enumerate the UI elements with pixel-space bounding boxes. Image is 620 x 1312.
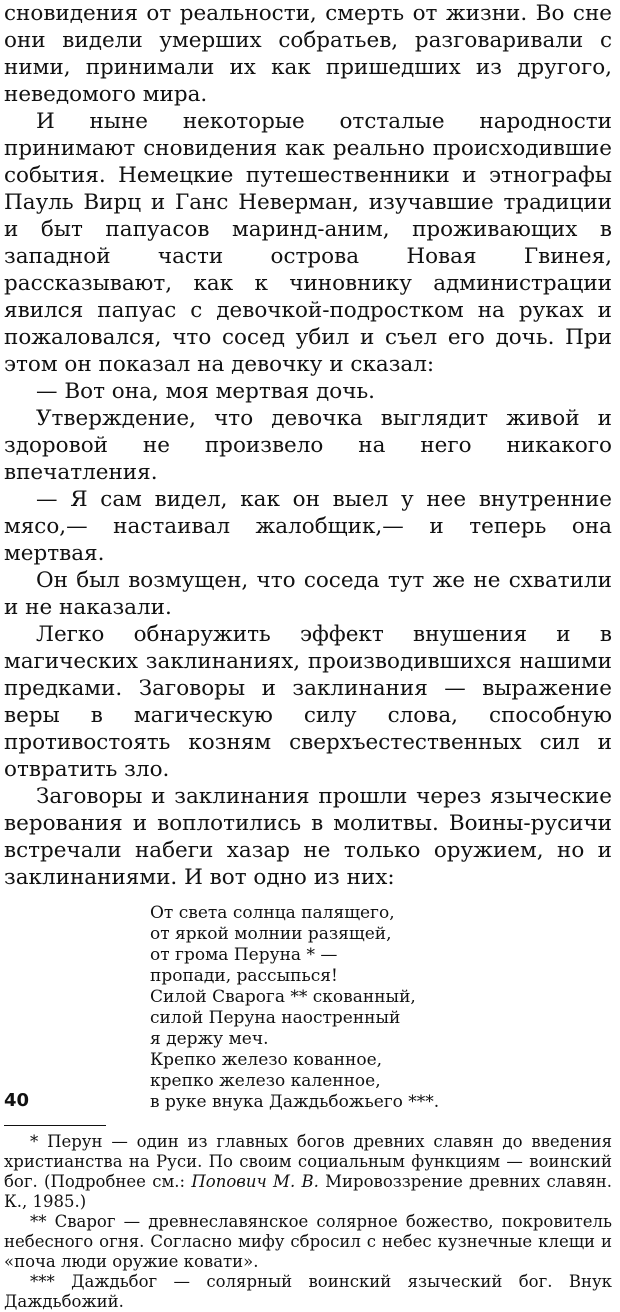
poem-line: Силой Сварога ** скованный, (150, 987, 416, 1007)
paragraph-2: И ныне некоторые отсталые народности принимают сновидения как реально происходившие события. Немецкие путешественники и этнографы Пауль Вирц и Ганс Неверман, изучавшие традиции и быт папуасов маринд-аним, проживающих в западной части острова Новая Гвинея, рассказывают, как к чиновнику администрации явился папуас с девочкой-подростком на руках и пожаловался, что сосед убил и съел его дочь. При этом он показал на девочку и сказал: (4, 109, 612, 377)
footnote-divider (4, 1125, 106, 1126)
poem-line: силой Перуна наостренный (150, 1008, 401, 1028)
poem-line: от грома Перуна * — (150, 945, 338, 965)
book-page (4, 0, 612, 1312)
paragraph-4: Утверждение, что девочка выглядит живой и здоровой не произвело на него никакого впечатления. (4, 406, 612, 485)
poem-line: пропади, рассыпься! (150, 966, 338, 986)
poem-line: крепко железо каленное, (150, 1071, 381, 1091)
poem-line: в руке внука Даждьбожьего ***. (150, 1092, 440, 1112)
paragraph-6: Он был возмущен, что соседа тут же не схватили и не наказали. (4, 568, 612, 620)
footnote-svarog: ** Сварог — древнеславянское солярное божество, покровитель небесного огня. Согласно мифу сбросил с небес кузнечные клещи и «поча люди оружие ковати». (4, 1212, 612, 1271)
page-number: 40 (4, 1090, 30, 1111)
footnote-dazhdbog: *** Даждьбог — солярный воинский языческий бог. Внук Даждьбожий. (4, 1272, 612, 1311)
main-text (4, 0, 612, 891)
poem-line: от яркой молнии разящей, (150, 924, 392, 944)
poem-line: От света солнца палящего, (150, 903, 395, 923)
paragraph-5: — Я сам видел, как он выел у нее внутренние мясо,— настаивал жалобщик,— и теперь она мертвая. (4, 487, 612, 566)
paragraph-3: — Вот она, моя мертвая дочь. (36, 379, 375, 404)
footnote-perun-author: Попович М. В. (191, 1172, 319, 1191)
footnote-perun (4, 1132, 612, 1212)
footnote-perun-text: * Перун — один из главных богов древних славян до введения христианства на Руси. По своим социальным функциям — воинский бог. (Подробнее см.: (4, 1132, 612, 1191)
footnote-perun-title: Мировоззрение древних славян. К., 1985.) (4, 1172, 612, 1211)
poem-line: я держу меч. (150, 1029, 269, 1049)
paragraph-8: Заговоры и заклинания прошли через языческие верования и воплотились в молитвы. Воины-русичи встречали набеги хазар не только оружием, но и заклинаниями. И вот одно из них: (4, 784, 612, 890)
paragraph-1: сновидения от реальности, смерть от жизни. Во сне они видели умерших собратьев, разговаривали с ними, принимали их как пришедших из другого, неведомого мира. (4, 1, 612, 107)
paragraph-7: Легко обнаружить эффект внушения и в магических заклинаниях, производившихся нашими предками. Заговоры и заклинания — выражение веры в магическую силу слова, способную противостоять козням сверхъестественных сил и отвратить зло. (4, 622, 612, 782)
poem-line: Крепко железо кованное, (150, 1050, 383, 1070)
incantation-poem (150, 903, 612, 1113)
footnotes (4, 1132, 612, 1312)
